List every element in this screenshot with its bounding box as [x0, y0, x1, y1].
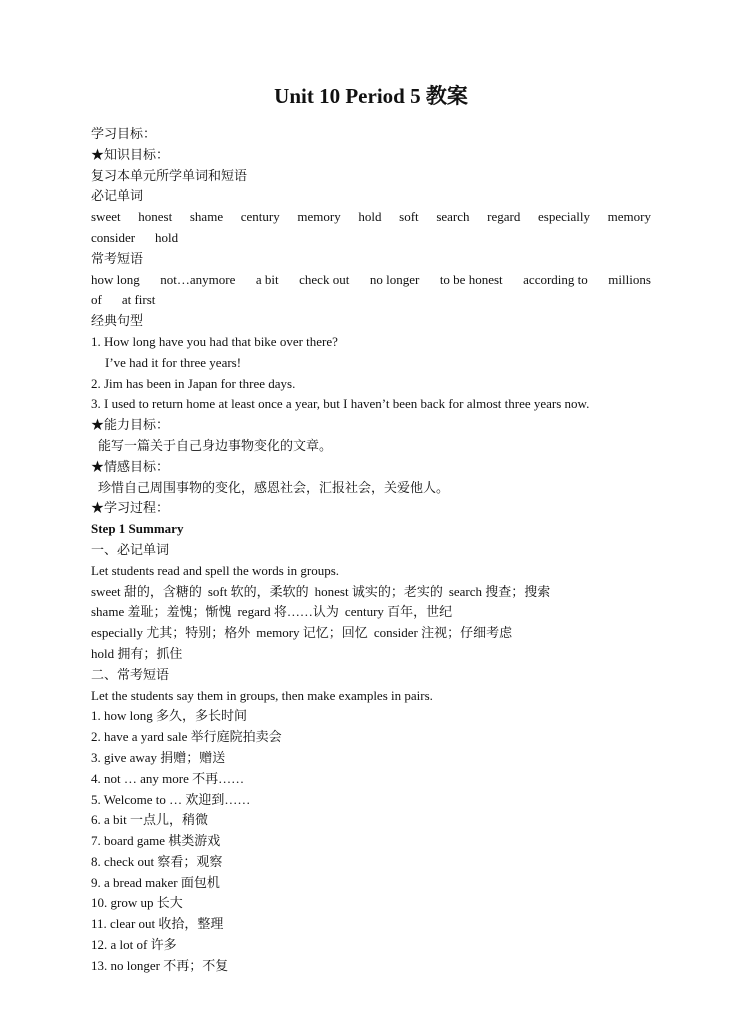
word-item: search — [436, 209, 470, 225]
word-item: soft — [399, 209, 419, 225]
word-item: regard — [487, 209, 521, 225]
emotion-label: ★情感目标： — [91, 458, 170, 474]
sentences-label: 经典句型 — [91, 313, 144, 329]
phrases-row1 — [91, 270, 651, 291]
word-item: hold — [358, 209, 382, 225]
list-item: 10. grow up 长大 — [91, 895, 183, 911]
word-item: honest — [138, 209, 173, 225]
word-definition: soft 软的，柔软的 — [207, 583, 309, 599]
list-item: 3. give away 捐赠；赠送 — [91, 749, 226, 765]
must-words-row2 — [91, 228, 651, 249]
word-item: consider — [91, 229, 136, 245]
list-item: 7. board game 棋类游戏 — [91, 833, 221, 849]
list-item: 9. a bread maker 面包机 — [91, 874, 220, 890]
word-definition: especially 尤其；特别；格外 — [91, 625, 251, 641]
emotion-desc: 珍惜自己周围事物的变化，感恩社会，汇报社会，关爱他人。 — [98, 479, 450, 495]
word-definition: regard 将……认为 — [237, 604, 339, 620]
knowledge-label: ★知识目标： — [91, 146, 170, 162]
word-item: century — [240, 209, 280, 225]
list-item: 11. clear out 收拾，整理 — [91, 916, 224, 932]
phrases-label: 常考短语 — [91, 250, 144, 266]
page-title: Unit 10 Period 5 教案 — [274, 84, 468, 108]
word-definition: century 百年，世纪 — [344, 604, 453, 620]
word-item: how long — [91, 271, 140, 287]
list-item: 6. a bit 一点儿，稍微 — [91, 812, 208, 828]
list-item: 4. not … any more 不再…… — [91, 770, 245, 786]
word-item: a bit — [255, 271, 279, 287]
step1-heading: Step 1 Summary — [91, 521, 184, 537]
word-definition: shame 羞耻；羞愧；惭愧 — [91, 604, 232, 620]
word-item: sweet — [91, 209, 121, 225]
word-definition: search 搜查；搜索 — [448, 583, 551, 599]
knowledge-desc: 复习本单元所学单词和短语 — [91, 167, 248, 183]
word-item: to be honest — [439, 271, 503, 287]
word-definition: sweet 甜的，含糖的 — [91, 583, 202, 599]
word-item: check out — [299, 271, 350, 287]
section2-instruction: Let the students say them in groups, then make examples in pairs. — [91, 687, 433, 703]
definition-row — [91, 602, 651, 623]
word-definition: memory 记忆；回忆 — [256, 625, 368, 641]
must-words-row1 — [91, 207, 651, 228]
word-definition: consider 注视；仔细考虑 — [373, 625, 513, 641]
list-item: 1. how long 多久，多长时间 — [91, 708, 248, 724]
definition-row — [91, 644, 651, 665]
section2-label: 二、常考短语 — [91, 666, 170, 682]
word-item: not…anymore — [160, 271, 236, 287]
list-item: 2. have a yard sale 举行庭院拍卖会 — [91, 729, 282, 745]
section1-instruction: Let students read and spell the words in groups. — [91, 562, 340, 578]
list-item: 13. no longer 不再；不复 — [91, 957, 229, 973]
process-label: ★学习过程： — [91, 500, 170, 516]
word-item: at first — [121, 292, 156, 308]
word-item: no longer — [369, 271, 420, 287]
word-item: of — [91, 292, 102, 308]
word-definition: hold 拥有；抓住 — [91, 645, 183, 661]
definition-row — [91, 623, 651, 644]
sentence-3: 3. I used to return home at least once a year, but I haven’t been back for almost three years now. — [91, 396, 590, 412]
word-item: shame — [189, 209, 224, 225]
ability-label: ★能力目标： — [91, 417, 170, 433]
word-definition: honest 诚实的；老实的 — [314, 583, 443, 599]
section1-label: 一、必记单词 — [91, 541, 170, 557]
word-item: according to — [523, 271, 588, 287]
definition-row — [91, 582, 651, 603]
list-item: 8. check out 察看；观察 — [91, 853, 223, 869]
sentence-2: 2. Jim has been in Japan for three days. — [91, 375, 296, 391]
list-item: 5. Welcome to … 欢迎到…… — [91, 791, 251, 807]
must-words-label: 必记单词 — [91, 188, 144, 204]
sentence-1-answer: I’ve had it for three years! — [105, 354, 242, 370]
word-item: hold — [155, 229, 179, 245]
list-item: 12. a lot of 许多 — [91, 937, 177, 953]
phrase-list — [91, 706, 651, 976]
document-page — [91, 80, 651, 977]
goals-label: 学习目标： — [91, 126, 157, 141]
word-item: millions — [608, 271, 651, 287]
phrases-row2 — [91, 290, 651, 311]
word-item: memory — [297, 209, 341, 225]
ability-desc: 能写一篇关于自己身边事物变化的文章。 — [98, 437, 333, 453]
sentence-1: 1. How long have you had that bike over there? — [91, 333, 338, 349]
word-item: memory — [607, 209, 651, 225]
word-item: especially — [538, 209, 591, 225]
